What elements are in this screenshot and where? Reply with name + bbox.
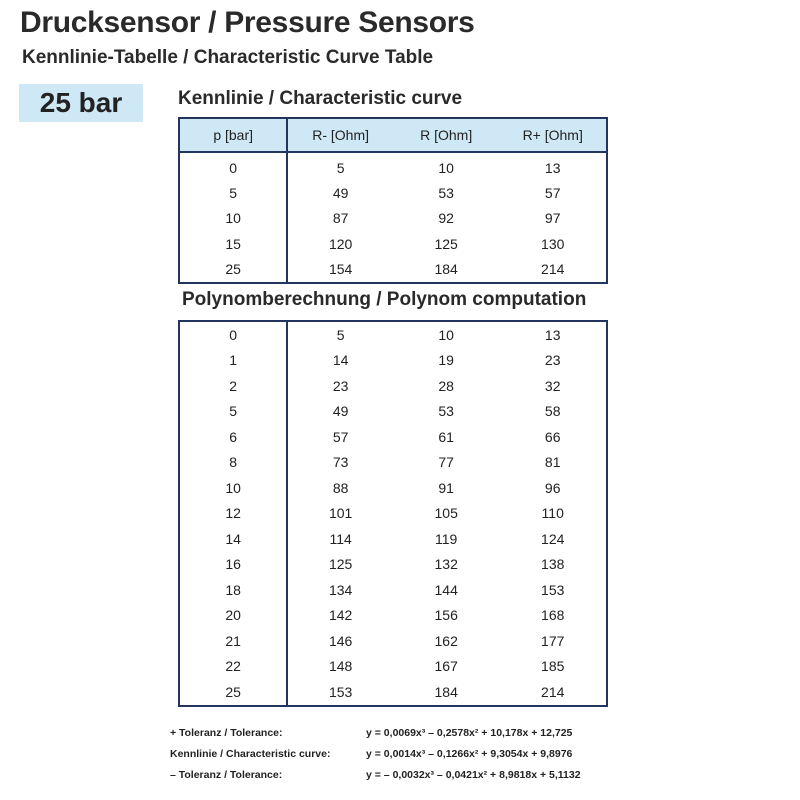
cell-r-plus: 97 <box>544 210 561 227</box>
formula-label: Kennlinie / Characteristic curve: <box>170 747 331 760</box>
page-title: Drucksensor / Pressure Sensors <box>20 6 475 39</box>
cell-r: 53 <box>438 403 454 420</box>
column-header-pressure: p [bar] <box>179 118 287 152</box>
cell-r-minus: 5 <box>336 159 345 176</box>
cell-r: 91 <box>438 479 454 496</box>
cell-r-minus: 101 <box>328 505 353 522</box>
cell-r-plus: 13 <box>544 326 561 343</box>
formula-equation: y = – 0,0032x³ – 0,0421x² + 8,9818x + 5,1132 <box>366 768 581 781</box>
cell-r-minus: 125 <box>328 556 353 573</box>
cell-r-plus: 66 <box>544 428 561 445</box>
cell-r-minus: 14 <box>332 352 349 369</box>
cell-r-plus: 96 <box>544 479 561 496</box>
cell-pressure: 10 <box>179 206 287 231</box>
polynom-computation-title: Polynomberechnung / Polynom computation <box>182 289 587 310</box>
cell-r: 10 <box>438 326 454 343</box>
table-row <box>179 373 607 399</box>
cell-pressure: 16 <box>179 552 287 578</box>
formula-row-plus-tolerance <box>170 722 630 743</box>
cell-r-minus: 153 <box>328 683 353 700</box>
cell-r-plus: 13 <box>544 159 561 176</box>
formula-list <box>170 722 630 785</box>
cell-pressure: 10 <box>179 475 287 501</box>
cell-r: 105 <box>434 505 458 522</box>
cell-pressure: 20 <box>179 603 287 629</box>
cell-r-minus: 5 <box>336 326 345 343</box>
table-row <box>179 348 607 374</box>
cell-r-minus: 57 <box>332 428 349 445</box>
table-row <box>179 552 607 578</box>
cell-pressure: 15 <box>179 231 287 256</box>
cell-r-plus: 153 <box>541 581 565 598</box>
cell-r: 132 <box>434 556 458 573</box>
table-row <box>179 152 607 180</box>
table-row <box>179 654 607 680</box>
cell-r: 92 <box>438 210 454 227</box>
formula-label: – Toleranz / Tolerance: <box>170 768 283 781</box>
cell-r-plus: 23 <box>544 352 561 369</box>
polynom-computation-table <box>178 320 608 707</box>
cell-r-plus: 185 <box>541 658 565 675</box>
cell-r-plus: 57 <box>544 185 561 202</box>
cell-r-plus: 130 <box>541 235 565 252</box>
cell-pressure: 22 <box>179 654 287 680</box>
cell-r-minus: 154 <box>328 261 353 278</box>
table-row <box>179 679 607 706</box>
cell-pressure: 6 <box>179 424 287 450</box>
cell-r-plus: 214 <box>541 261 565 278</box>
cell-r: 10 <box>438 159 454 176</box>
cell-pressure: 25 <box>179 679 287 706</box>
cell-pressure: 5 <box>179 399 287 425</box>
cell-r-minus: 73 <box>332 454 349 471</box>
cell-r-plus: 58 <box>544 403 561 420</box>
formula-row-characteristic <box>170 743 630 764</box>
cell-r-plus: 214 <box>541 683 565 700</box>
cell-pressure: 18 <box>179 577 287 603</box>
cell-pressure: 5 <box>179 180 287 205</box>
table-row <box>179 180 607 205</box>
formula-label: + Toleranz / Tolerance: <box>170 726 283 739</box>
cell-r-minus: 23 <box>332 377 349 394</box>
cell-pressure: 21 <box>179 628 287 654</box>
cell-r: 119 <box>435 530 458 547</box>
cell-r: 156 <box>434 607 458 624</box>
table-row <box>179 450 607 476</box>
cell-pressure: 0 <box>179 152 287 180</box>
table-row <box>179 628 607 654</box>
cell-r-minus: 49 <box>332 403 349 420</box>
column-header-r-minus: R- [Ohm] <box>287 118 393 152</box>
table-row <box>179 399 607 425</box>
cell-r: 144 <box>434 581 458 598</box>
characteristic-curve-table <box>178 117 608 284</box>
cell-r-minus: 142 <box>328 607 353 624</box>
table-row <box>179 526 607 552</box>
cell-r-minus: 49 <box>332 185 349 202</box>
cell-r-minus: 87 <box>332 210 349 227</box>
cell-pressure: 12 <box>179 501 287 527</box>
cell-pressure: 1 <box>179 348 287 374</box>
cell-r: 184 <box>434 683 458 700</box>
table-row <box>179 424 607 450</box>
cell-r-plus: 81 <box>544 454 561 471</box>
table-row <box>179 206 607 231</box>
cell-r-minus: 120 <box>328 235 353 252</box>
formula-equation: y = 0,0014x³ – 0,1266x² + 9,3054x + 9,8976 <box>366 747 573 760</box>
table-row <box>179 321 607 348</box>
page-subtitle: Kennlinie-Tabelle / Characteristic Curve Table <box>22 47 434 68</box>
table-header-row <box>179 118 607 152</box>
cell-pressure: 0 <box>179 321 287 348</box>
characteristic-curve-title: Kennlinie / Characteristic curve <box>178 88 463 109</box>
formula-equation: y = 0,0069x³ – 0,2578x² + 10,178x + 12,725 <box>366 726 573 739</box>
table-row <box>179 257 607 283</box>
cell-r-plus: 32 <box>544 377 561 394</box>
cell-r-minus: 146 <box>328 632 353 649</box>
cell-r-minus: 148 <box>328 658 353 675</box>
cell-pressure: 8 <box>179 450 287 476</box>
cell-pressure: 25 <box>179 257 287 283</box>
pressure-range-badge: 25 bar <box>19 84 143 122</box>
formula-row-minus-tolerance <box>170 764 630 785</box>
cell-r: 184 <box>434 261 458 278</box>
cell-r: 162 <box>434 632 458 649</box>
cell-r: 167 <box>434 658 458 675</box>
cell-r: 53 <box>438 185 454 202</box>
table-row <box>179 577 607 603</box>
cell-r: 61 <box>438 428 454 445</box>
cell-r: 19 <box>438 352 454 369</box>
table-row <box>179 231 607 256</box>
cell-r: 28 <box>438 377 454 394</box>
cell-r-plus: 177 <box>541 632 565 649</box>
table-row <box>179 475 607 501</box>
cell-pressure: 14 <box>179 526 287 552</box>
cell-r-plus: 138 <box>541 556 565 573</box>
cell-r-minus: 88 <box>332 479 349 496</box>
table-row <box>179 603 607 629</box>
cell-r-minus: 114 <box>329 530 352 547</box>
table-row <box>179 501 607 527</box>
cell-r: 77 <box>438 454 454 471</box>
cell-pressure: 2 <box>179 373 287 399</box>
cell-r: 125 <box>434 235 458 252</box>
column-header-r-plus: R+ [Ohm] <box>499 118 607 152</box>
cell-r-plus: 124 <box>541 530 565 547</box>
column-header-r: R [Ohm] <box>393 118 500 152</box>
cell-r-plus: 168 <box>541 607 565 624</box>
cell-r-plus: 110 <box>541 505 564 522</box>
cell-r-minus: 134 <box>328 581 353 598</box>
